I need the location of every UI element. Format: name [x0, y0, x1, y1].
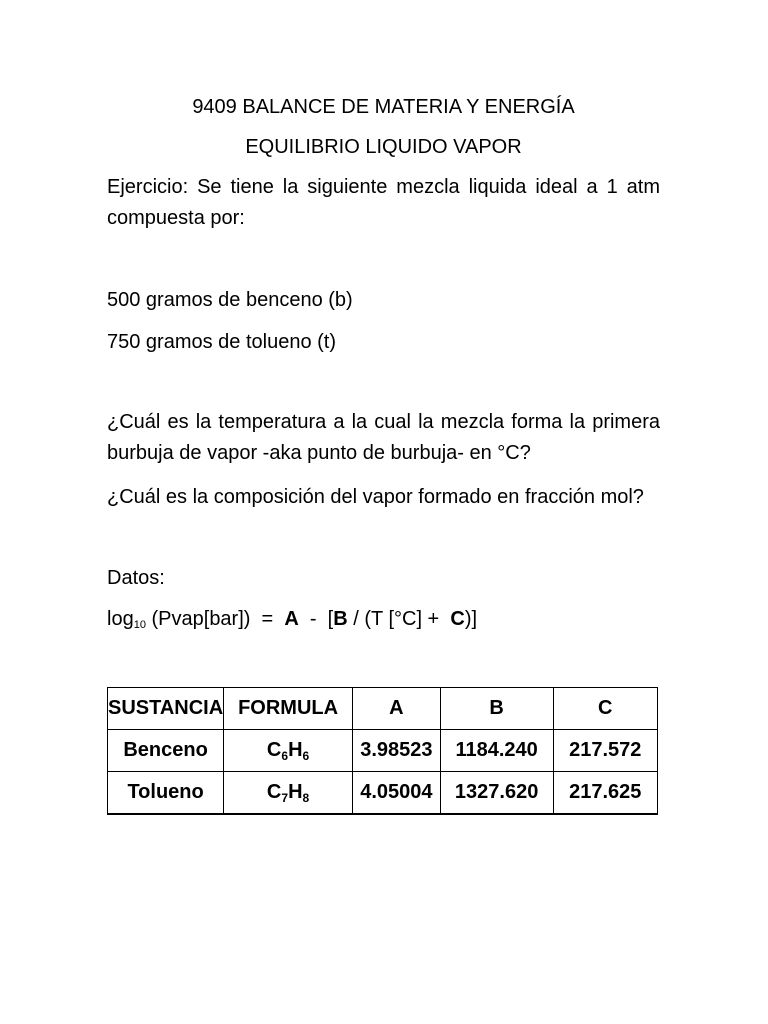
question-vapor-composition: ¿Cuál es la composición del vapor formado en fracción mol? [107, 486, 644, 508]
formula-element: H [288, 780, 303, 803]
eq-lhs: (Pvap[bar]) = [145, 608, 285, 630]
formula-element: C [266, 780, 282, 803]
exercise-statement: Ejercicio: Se tiene la siguiente mezcla liquida ideal a 1 atm compuesta por: [107, 176, 660, 229]
component-toluene: 750 gramos de tolueno (t) [107, 331, 337, 353]
formula-subscript: 6 [302, 748, 310, 763]
formula-subscript: 6 [281, 748, 289, 763]
substance-cell: Benceno [108, 730, 224, 772]
b-value-cell: 1327.620 [440, 772, 553, 815]
a-value-cell: 3.98523 [352, 730, 440, 772]
data-heading: Datos: [107, 567, 165, 589]
course-title: 9409 BALANCE DE MATERIA Y ENERGÍA [192, 96, 575, 118]
c-value-cell: 217.572 [553, 730, 658, 772]
table-row [108, 772, 658, 815]
substance-cell: Tolueno [108, 772, 224, 815]
header-substance: SUSTANCIA [108, 688, 224, 730]
header-b: B [440, 688, 553, 730]
eq-end: )] [464, 608, 478, 630]
eq-a: A [284, 608, 299, 630]
question-bubble-point: ¿Cuál es la temperatura a la cual la mezcla forma la primera burbuja de vapor -aka punto de burbuja- en °C? [107, 411, 660, 464]
component-benzene: 500 gramos de benceno (b) [107, 289, 353, 311]
formula-element: H [288, 738, 303, 761]
eq-log: log [107, 608, 134, 630]
table-header-row [108, 688, 658, 730]
formula-element: C [266, 738, 282, 761]
eq-b: B [333, 608, 348, 630]
antoine-constants-table [107, 687, 658, 815]
a-value-cell: 4.05004 [352, 772, 440, 815]
c-value-cell: 217.625 [553, 772, 658, 815]
eq-c: C [450, 608, 465, 630]
eq-minus: - [ [298, 608, 334, 630]
antoine-equation [107, 603, 660, 641]
topic-title: EQUILIBRIO LIQUIDO VAPOR [245, 136, 522, 158]
formula-cell [224, 772, 353, 815]
formula-subscript: 8 [302, 790, 310, 805]
header-a: A [352, 688, 440, 730]
header-formula: FORMULA [224, 688, 353, 730]
formula-subscript: 7 [281, 790, 289, 805]
table-row [108, 730, 658, 772]
eq-log-base: 10 [133, 619, 146, 631]
b-value-cell: 1184.240 [440, 730, 553, 772]
formula-cell [224, 730, 353, 772]
eq-middle: / (T [°C] + [347, 608, 451, 630]
header-c: C [553, 688, 658, 730]
